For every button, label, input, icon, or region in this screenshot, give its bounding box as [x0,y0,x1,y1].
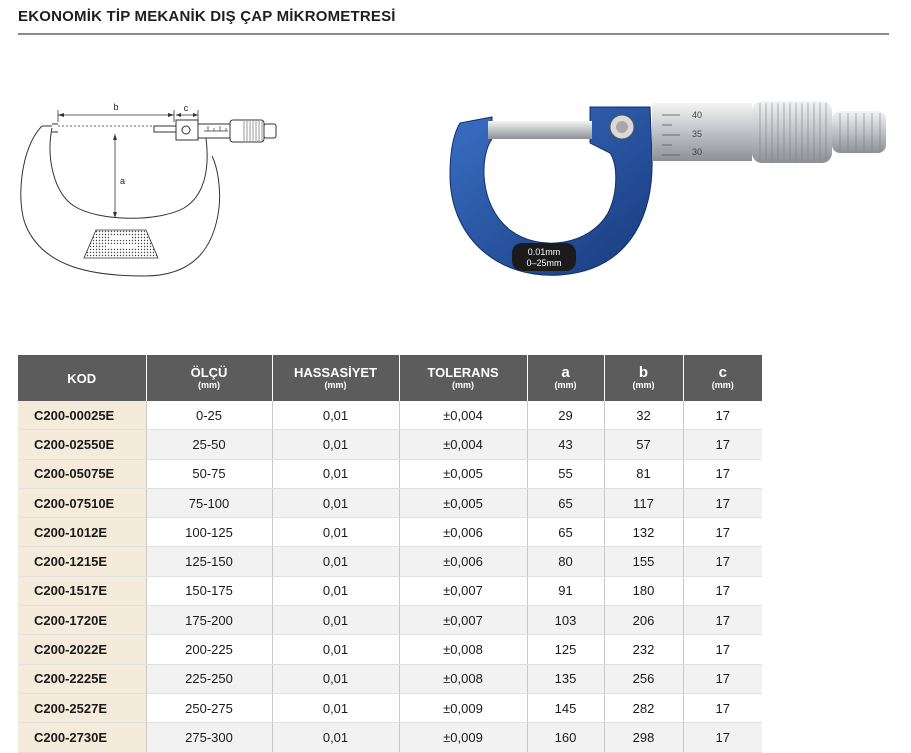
cell-olcu: 125-150 [146,547,272,576]
cell-olcu: 25-50 [146,430,272,459]
table-row [18,635,762,664]
cell-b: 256 [604,664,683,693]
scale-35: 35 [692,129,703,139]
cell-b: 81 [604,459,683,488]
cell-kod: C200-2225E [18,664,146,693]
cell-olcu: 0-25 [146,401,272,430]
table-row [18,488,762,517]
scale-40: 40 [692,110,703,120]
table-row [18,664,762,693]
cell-kod: C200-1517E [18,576,146,605]
cell-b: 206 [604,606,683,635]
cell-a: 91 [527,576,604,605]
cell-tolerans: ±0,006 [399,547,527,576]
cell-olcu: 275-300 [146,723,272,752]
cell-a: 43 [527,430,604,459]
cell-b: 282 [604,693,683,722]
header-olcu: ÖLÇÜ (mm) [146,355,272,401]
cell-tolerans: ±0,004 [399,401,527,430]
cell-a: 80 [527,547,604,576]
header-b: b (mm) [604,355,683,401]
cell-b: 32 [604,401,683,430]
cell-c: 17 [683,664,762,693]
cell-olcu: 225-250 [146,664,272,693]
cell-b: 117 [604,488,683,517]
scale-30: 30 [692,147,703,157]
table-row [18,401,762,430]
table-row [18,459,762,488]
cell-a: 145 [527,693,604,722]
table-row [18,606,762,635]
dimension-c-label: c [183,103,189,113]
cell-a: 65 [527,518,604,547]
cell-olcu: 100-125 [146,518,272,547]
table-row [18,430,762,459]
cell-b: 298 [604,723,683,752]
cell-a: 29 [527,401,604,430]
cell-a: 55 [527,459,604,488]
table-row [18,693,762,722]
cell-c: 17 [683,430,762,459]
cell-hassasiyet: 0,01 [272,664,399,693]
cell-c: 17 [683,576,762,605]
cell-c: 17 [683,518,762,547]
table-row [18,518,762,547]
cell-hassasiyet: 0,01 [272,518,399,547]
cell-kod: C200-2730E [18,723,146,752]
cell-kod: C200-1215E [18,547,146,576]
cell-tolerans: ±0,008 [399,635,527,664]
cell-kod: C200-2527E [18,693,146,722]
cell-a: 65 [527,488,604,517]
cell-c: 17 [683,693,762,722]
cell-hassasiyet: 0,01 [272,576,399,605]
cell-tolerans: ±0,008 [399,664,527,693]
cell-b: 180 [604,576,683,605]
cell-kod: C200-2022E [18,635,146,664]
cell-tolerans: ±0,005 [399,459,527,488]
cell-kod: C200-05075E [18,459,146,488]
cell-hassasiyet: 0,01 [272,723,399,752]
micrometer-diagram [14,98,286,298]
cell-tolerans: ±0,006 [399,518,527,547]
cell-c: 17 [683,547,762,576]
header-c: c (mm) [683,355,762,401]
cell-tolerans: ±0,009 [399,723,527,752]
cell-olcu: 200-225 [146,635,272,664]
cell-tolerans: ±0,004 [399,430,527,459]
cell-kod: C200-02550E [18,430,146,459]
cell-hassasiyet: 0,01 [272,693,399,722]
cell-hassasiyet: 0,01 [272,430,399,459]
cell-a: 103 [527,606,604,635]
cell-tolerans: ±0,007 [399,576,527,605]
cell-hassasiyet: 0,01 [272,488,399,517]
micrometer-photo [440,95,895,295]
cell-b: 132 [604,518,683,547]
cell-c: 17 [683,723,762,752]
cell-olcu: 50-75 [146,459,272,488]
cell-tolerans: ±0,009 [399,693,527,722]
header-tolerans: TOLERANS (mm) [399,355,527,401]
cell-a: 125 [527,635,604,664]
cell-hassasiyet: 0,01 [272,401,399,430]
header-a: a (mm) [527,355,604,401]
cell-hassasiyet: 0,01 [272,606,399,635]
cell-tolerans: ±0,007 [399,606,527,635]
header-kod: KOD [18,355,146,401]
cell-kod: C200-1720E [18,606,146,635]
cell-hassasiyet: 0,01 [272,459,399,488]
cell-kod: C200-07510E [18,488,146,517]
cell-hassasiyet: 0,01 [272,547,399,576]
cell-b: 155 [604,547,683,576]
cell-c: 17 [683,459,762,488]
cell-a: 135 [527,664,604,693]
cell-olcu: 250-275 [146,693,272,722]
cell-b: 232 [604,635,683,664]
cell-olcu: 75-100 [146,488,272,517]
cell-kod: C200-00025E [18,401,146,430]
cell-a: 160 [527,723,604,752]
cell-tolerans: ±0,005 [399,488,527,517]
table-row [18,723,762,752]
cell-b: 57 [604,430,683,459]
cell-c: 17 [683,401,762,430]
cell-hassasiyet: 0,01 [272,635,399,664]
dimension-a-label: a [120,176,126,186]
plate-resolution: 0.01mm [527,247,561,257]
cell-olcu: 175-200 [146,606,272,635]
table-row [18,576,762,605]
cell-kod: C200-1012E [18,518,146,547]
cell-olcu: 150-175 [146,576,272,605]
table-header-row [18,355,762,401]
cell-c: 17 [683,635,762,664]
page-title: EKONOMİK TİP MEKANİK DIŞ ÇAP MİKROMETRESİ [18,8,396,25]
spec-table [18,355,762,753]
dimension-b-label: b [113,102,119,112]
header-hassasiyet: HASSASİYET (mm) [272,355,399,401]
plate-range: 0–25mm [526,258,562,268]
title-divider [18,33,889,35]
cell-c: 17 [683,488,762,517]
cell-c: 17 [683,606,762,635]
table-row [18,547,762,576]
